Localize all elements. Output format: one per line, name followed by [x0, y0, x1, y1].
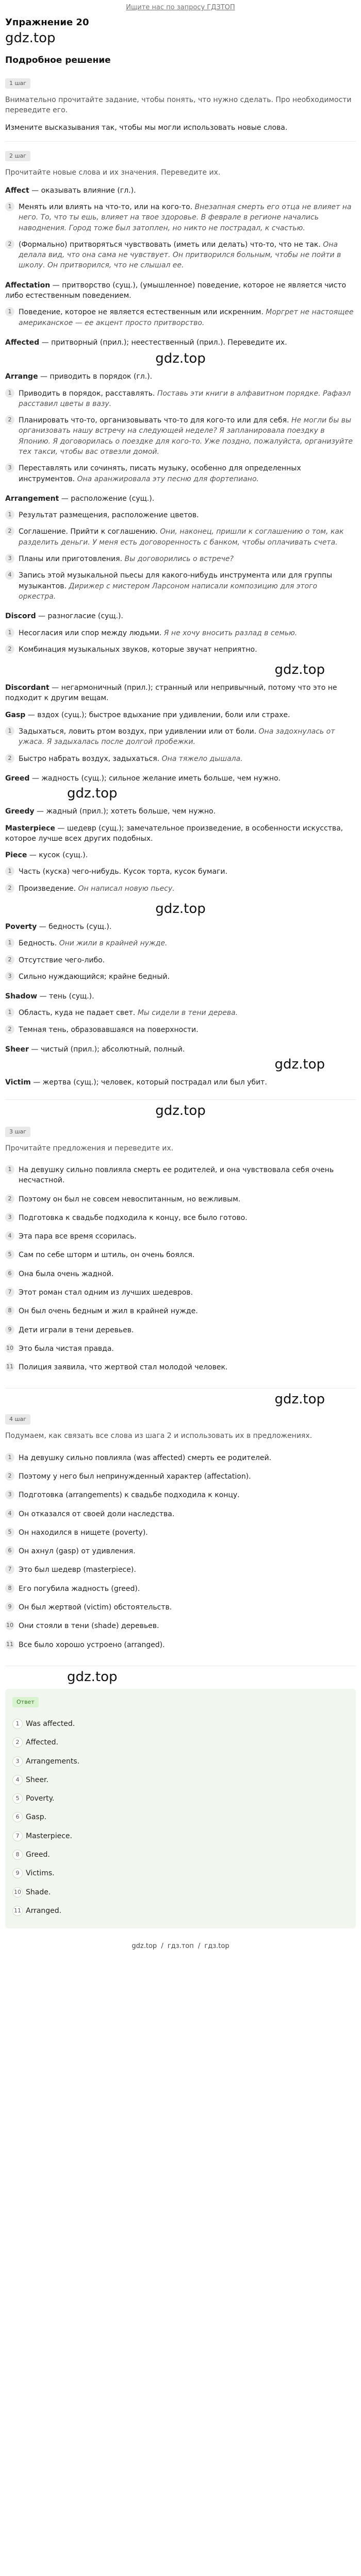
- list-item: Его погубила жадность (greed).: [5, 1580, 356, 1598]
- definition-text: Результат размещения, расположение цветов.: [19, 511, 199, 520]
- vocab-gloss: — разногласие (сущ.).: [36, 612, 123, 621]
- definition-example: Она тяжело дышала.: [161, 754, 243, 763]
- list-item: Shade.: [12, 1883, 349, 1902]
- definition-item: [5, 625, 356, 641]
- watermark: gdz.top: [67, 786, 118, 802]
- definition-text: Несогласия или спор между людьми.: [19, 629, 162, 637]
- answer-box: [5, 1689, 356, 1928]
- list-item: Affected.: [12, 1733, 349, 1752]
- definition-item: [5, 969, 356, 985]
- vocab-head: [5, 1077, 356, 1088]
- definition-item: [5, 935, 356, 952]
- vocab-head: [5, 850, 356, 860]
- list-item: Victims.: [12, 1864, 349, 1883]
- definition-item: [5, 863, 356, 880]
- definition-example: Не могли бы вы организовать нашу встречу на следующей неделе? Я запланировала поездку в Японию. Я договорилась о поездке для кого-то. Уже поздно, пожалуйста, организуйте тех такси, чтобы вас отвезли домой.: [19, 416, 353, 456]
- list-item: Greed.: [12, 1845, 349, 1864]
- vocab-head: [5, 280, 356, 301]
- vocab-word: Discordant: [5, 684, 50, 692]
- list-item: Подготовка (arrangements) к свадьбе подходила к концу.: [5, 1486, 356, 1504]
- step-1: [5, 73, 356, 142]
- vocab-gloss: — кусок (сущ.).: [27, 851, 88, 860]
- list-item: Поэтому он был не совсем невоспитанным, но вежливым.: [5, 1190, 356, 1209]
- list-item: Они стояли в тени (shade) деревьев.: [5, 1617, 356, 1635]
- definition-text: (Формально) притворяться чувствовать (иметь или делать) что-то, что не так.: [19, 240, 321, 249]
- vocab-word: Discord: [5, 612, 36, 621]
- list-item: Сам по себе шторм и штиль, он очень боялся.: [5, 1246, 356, 1264]
- list-item: Полиция заявила, что жертвой стал молодой человек.: [5, 1358, 356, 1377]
- list-item: Он был жертвой (victim) обстоятельств.: [5, 1598, 356, 1617]
- list-item: Он был очень бедным и жил в крайней нужде.: [5, 1302, 356, 1320]
- answer-list: [12, 1715, 349, 1920]
- definition-text: Область, куда не падает свет.: [19, 1009, 136, 1018]
- list-item: Он отказался от своей доли наследства.: [5, 1505, 356, 1523]
- vocab-word: Victim: [5, 1078, 31, 1087]
- definition-list: [5, 304, 356, 331]
- vocab-word: Affectation: [5, 281, 51, 290]
- vocab-gloss: — негармоничный (прил.); странный или непривычный, потому что это не подходит к другим вещам.: [5, 684, 337, 703]
- definition-text: Планы или приготовления.: [19, 555, 123, 564]
- exercise-title: Упражнение 20: [5, 16, 89, 28]
- step-instruction: Прочитайте предложения и переведите их.: [5, 1144, 174, 1153]
- definition-list: [5, 385, 356, 487]
- definition-example: Дирижер с мистером Ларсоном написали композицию для этого оркестра.: [19, 582, 318, 601]
- vocab-word: Greedy: [5, 807, 35, 816]
- list-item: Все было хорошо устроено (arranged).: [5, 1636, 356, 1654]
- watermark: gdz.top: [67, 1669, 118, 1685]
- list-item: Подготовка к свадьбе подходила к концу, все было готово.: [5, 1209, 356, 1227]
- step-instruction: Прочитайте новые слова и их значения. Переведите их.: [5, 168, 221, 177]
- list-item: На девушку сильно повлияла смерть ее родителей, и она чувствовала себя очень несчастной.: [5, 1161, 356, 1190]
- definition-item: [5, 551, 356, 567]
- definition-text: Переставлять или сочинять, писать музыку, особенно для определенных инструментов.: [19, 464, 301, 483]
- definition-text: Быстро набрать воздух, задыхаться.: [19, 754, 160, 763]
- definition-text: Комбинация музыкальных звуков, которые звучат неприятно.: [19, 645, 257, 654]
- vocab-head: [5, 823, 356, 844]
- vocab-word: Masterpiece: [5, 824, 55, 833]
- vocab-word: Affect: [5, 186, 29, 195]
- watermark: gdz.top: [5, 30, 56, 46]
- definition-item: [5, 880, 356, 897]
- definition-text: Произведение.: [19, 884, 76, 893]
- vocab-entry: [5, 991, 356, 1038]
- vocab-head: [5, 494, 356, 504]
- footer-sep: /: [161, 1942, 163, 1951]
- definition-list: [5, 625, 356, 658]
- definition-text: Менять или влиять на что-то, или на кого-то.: [19, 202, 193, 211]
- vocab-entry: [5, 611, 356, 658]
- vocab-word: Greed: [5, 774, 30, 783]
- definition-example: Она делала вид, что она сама не чувствует. Он притворился больным, чтобы не пойти в школу. Он притворился, что не слышал ее.: [19, 240, 341, 270]
- step-3: [5, 1122, 356, 1389]
- step-instruction: Внимательно прочитайте задание, чтобы понять, что нужно сделать. Про необходимости переведите его.: [5, 95, 352, 114]
- definition-item: [5, 1005, 356, 1021]
- vocab-gloss: — тень (сущ.).: [37, 992, 94, 1001]
- list-item: Это был шедевр (masterpiece).: [5, 1561, 356, 1579]
- definition-example: Они, наконец, пришли к соглашению о том, как разделить деньги. У меня есть договоренность с банком, чтобы оплачивать счета.: [19, 528, 344, 547]
- definition-example: Внезапная смерть его отца не влияет на него. То, что ты ешь, влияет на твое здоровье. В феврале в регионе начались наводнения. Город тоже был затоплен, но никто не пострадал, к счастью.: [19, 202, 352, 232]
- definition-text: Поведение, которое не является естественным или искренним.: [19, 308, 264, 317]
- step-2: [5, 146, 356, 1099]
- vocab-entry: [5, 773, 356, 784]
- list-item: Этот роман стал одним из лучших шедевров.: [5, 1283, 356, 1302]
- vocab-entry: [5, 185, 356, 274]
- definition-text: Сильно нуждающийся; крайне бедный.: [19, 972, 170, 981]
- definition-item: [5, 1022, 356, 1038]
- definition-item: [5, 412, 356, 460]
- vocab-head: [5, 991, 356, 1002]
- definition-example: Она аранжировала эту песню для фортепиано.: [77, 474, 259, 483]
- list-item: Дети играли в тени деревьев.: [5, 1321, 356, 1340]
- definition-example: Они жили в крайней нужде.: [59, 939, 168, 948]
- definition-item: [5, 507, 356, 523]
- vocab-entry: [5, 280, 356, 331]
- vocab-head: [5, 773, 356, 784]
- vocab-entry: [5, 922, 356, 985]
- vocab-word: Piece: [5, 851, 27, 860]
- vocab-head: [5, 710, 356, 720]
- list-item: На девушку сильно повлияла (was affected) смерть ее родителей.: [5, 1449, 356, 1467]
- vocab-entry: [5, 337, 356, 348]
- definition-item: [5, 523, 356, 551]
- definition-text: Приводить в порядок, расставлять.: [19, 389, 155, 398]
- vocab-entry: [5, 494, 356, 605]
- vocab-head: [5, 1044, 356, 1055]
- watermark: gdz.top: [274, 662, 325, 678]
- vocab-gloss: — расположение (сущ.).: [59, 494, 155, 503]
- definition-text: Темная тень, образовавшаяся на поверхности.: [19, 1025, 199, 1034]
- vocab-gloss: — приводить в порядок (гл.).: [38, 372, 153, 381]
- definition-list: [5, 199, 356, 274]
- vocab-gloss: — бедность (сущ.).: [37, 923, 112, 931]
- vocab-head: [5, 806, 356, 817]
- list-item: Sheer.: [12, 1771, 349, 1789]
- definition-item: [5, 952, 356, 969]
- vocab-entry: [5, 710, 356, 767]
- definition-list: [5, 507, 356, 605]
- list-item: Arranged.: [12, 1902, 349, 1920]
- vocab-word: Poverty: [5, 923, 37, 931]
- vocab-gloss: — жадность (сущ.); сильное желание иметь больше, чем нужно.: [29, 774, 281, 783]
- footer-link-1[interactable]: gdz.top: [132, 1942, 157, 1951]
- footer: [5, 1942, 356, 1952]
- vocab-word: Gasp: [5, 710, 26, 719]
- definition-item: [5, 236, 356, 274]
- footer-link-2[interactable]: гдз.топ: [167, 1942, 194, 1951]
- list-item: Arrangements.: [12, 1752, 349, 1771]
- definition-example: Я не хочу вносить разлад в семью.: [163, 629, 298, 637]
- definition-list: [5, 723, 356, 767]
- vocab-head: [5, 922, 356, 932]
- vocab-head: [5, 337, 356, 348]
- vocab-gloss: — притворство (сущ.), (умышленное) поведение, которое не является чисто либо естественным поведением.: [5, 281, 347, 300]
- list-item: Он ахнул (gasp) от удивления.: [5, 1542, 356, 1561]
- search-link[interactable]: Ищите нас по запросу ГДЗТОП: [126, 4, 235, 11]
- definition-text: Бедность.: [19, 939, 57, 948]
- list-item: Он находился в нищете (poverty).: [5, 1523, 356, 1542]
- vocab-gloss: — жадный (прил.); хотеть больше, чем нужно.: [34, 807, 216, 816]
- sentence-list: [5, 1449, 356, 1654]
- vocab-word: Affected: [5, 338, 40, 347]
- vocab-entry: [5, 371, 356, 487]
- definition-example: Вы договорились о встрече?: [124, 555, 234, 564]
- definition-text: Запись этой музыкальной пьесы для какого-нибудь инструмента или для группы музыкантов.: [19, 571, 333, 590]
- vocab-word: Arrangement: [5, 494, 59, 503]
- vocab-entry: [5, 850, 356, 897]
- vocab-word: Arrange: [5, 372, 38, 381]
- list-item: Эта пара все время ссорилась.: [5, 1227, 356, 1246]
- vocab-gloss: — чистый (прил.); абсолютный, полный.: [28, 1045, 185, 1054]
- definition-text: Соглашение. Прийти к соглашению.: [19, 528, 158, 536]
- definition-item: [5, 723, 356, 751]
- definition-item: [5, 641, 356, 658]
- list-item: Это была чистая правда.: [5, 1340, 356, 1358]
- definition-text: Отсутствие чего-либо.: [19, 956, 105, 964]
- vocab-entry: [5, 823, 356, 844]
- list-item: Masterpiece.: [12, 1827, 349, 1845]
- definition-example: Мы сидели в тени дерева.: [137, 1009, 238, 1018]
- vocab-gloss: — притворный (прил.); неестественный (прил.). Переведите их.: [39, 338, 287, 347]
- vocab-entry: [5, 1044, 356, 1055]
- definition-item: [5, 567, 356, 605]
- watermark: gdz.top: [155, 1103, 206, 1118]
- list-item: Was affected.: [12, 1715, 349, 1733]
- vocab-word: Shadow: [5, 992, 38, 1001]
- definition-item: [5, 460, 356, 487]
- vocab-head: [5, 185, 356, 196]
- step-badge: 3 шаг: [5, 1127, 30, 1137]
- vocab-head: [5, 683, 356, 704]
- definition-item: [5, 304, 356, 331]
- definition-example: Он написал новую пьесу.: [78, 884, 175, 893]
- answer-badge: Ответ: [12, 1697, 39, 1707]
- definition-text: Часть (куска) чего-нибудь. Кусок торта, кусок бумаги.: [19, 868, 227, 876]
- list-item: Поэтому у него был непринужденный характер (affectation).: [5, 1467, 356, 1486]
- step-badge: 2 шаг: [5, 151, 30, 161]
- definition-item: [5, 385, 356, 413]
- list-item: Она была очень жадной.: [5, 1265, 356, 1283]
- sentence-list: [5, 1161, 356, 1377]
- vocab-entry: [5, 806, 356, 817]
- vocab-gloss: — оказывать влияние (гл.).: [29, 186, 136, 195]
- vocab-head: [5, 611, 356, 621]
- search-hint: [5, 3, 356, 13]
- watermark: gdz.top: [155, 351, 206, 367]
- step-instruction: Подумаем, как связать все слова из шага 2 и использовать их в предложениях.: [5, 1432, 313, 1440]
- definition-example: Она задохнулась от ужаса. Я задыхалась после долгой пробежки.: [19, 727, 335, 747]
- vocabulary-list: [5, 185, 356, 1088]
- step-badge: 1 шаг: [5, 78, 30, 89]
- footer-link-3[interactable]: гдз.top: [204, 1942, 229, 1951]
- step-4: [5, 1409, 356, 1666]
- step-badge: 4 шаг: [5, 1414, 30, 1425]
- list-item: Gasp.: [12, 1808, 349, 1826]
- vocab-gloss: — шедевр (сущ.); замечательное произведение, в особенности искусства, которое лучше всех других подобных.: [5, 824, 343, 843]
- vocab-entry: [5, 1077, 356, 1088]
- definition-item: [5, 751, 356, 767]
- watermark: gdz.top: [274, 1392, 325, 1408]
- vocab-head: [5, 371, 356, 382]
- watermark: gdz.top: [155, 901, 206, 917]
- vocab-word: Sheer: [5, 1045, 29, 1054]
- definition-example: Моргрет не настоящее американское — ее акцент просто притворство.: [19, 308, 354, 327]
- solution-title: Подробное решение: [5, 55, 111, 65]
- vocab-entry: [5, 683, 356, 704]
- definition-list: [5, 1005, 356, 1038]
- definition-list: [5, 935, 356, 985]
- definition-text: Задыхаться, ловить ртом воздух, при удивлении или от боли.: [19, 727, 257, 736]
- list-item: Poverty.: [12, 1789, 349, 1808]
- definition-list: [5, 863, 356, 897]
- definition-item: [5, 199, 356, 236]
- footer-sep: /: [198, 1942, 201, 1951]
- step-translation: Измените высказывания так, чтобы мы могли использовать новые слова.: [5, 124, 288, 132]
- definition-example: Поставь эти книги в алфавитном порядке. Рафаэл расставил цветы в вазу.: [19, 389, 351, 408]
- vocab-gloss: — вздох (сущ.); быстрое вдыхание при удивлении, боли или страхе.: [25, 710, 290, 719]
- definition-text: Планировать что-то, организовывать что-то для кого-то или для себя.: [19, 416, 289, 425]
- vocab-gloss: — жертва (сущ.); человек, который пострадал или был убит.: [30, 1078, 267, 1087]
- watermark: gdz.top: [274, 1057, 325, 1073]
